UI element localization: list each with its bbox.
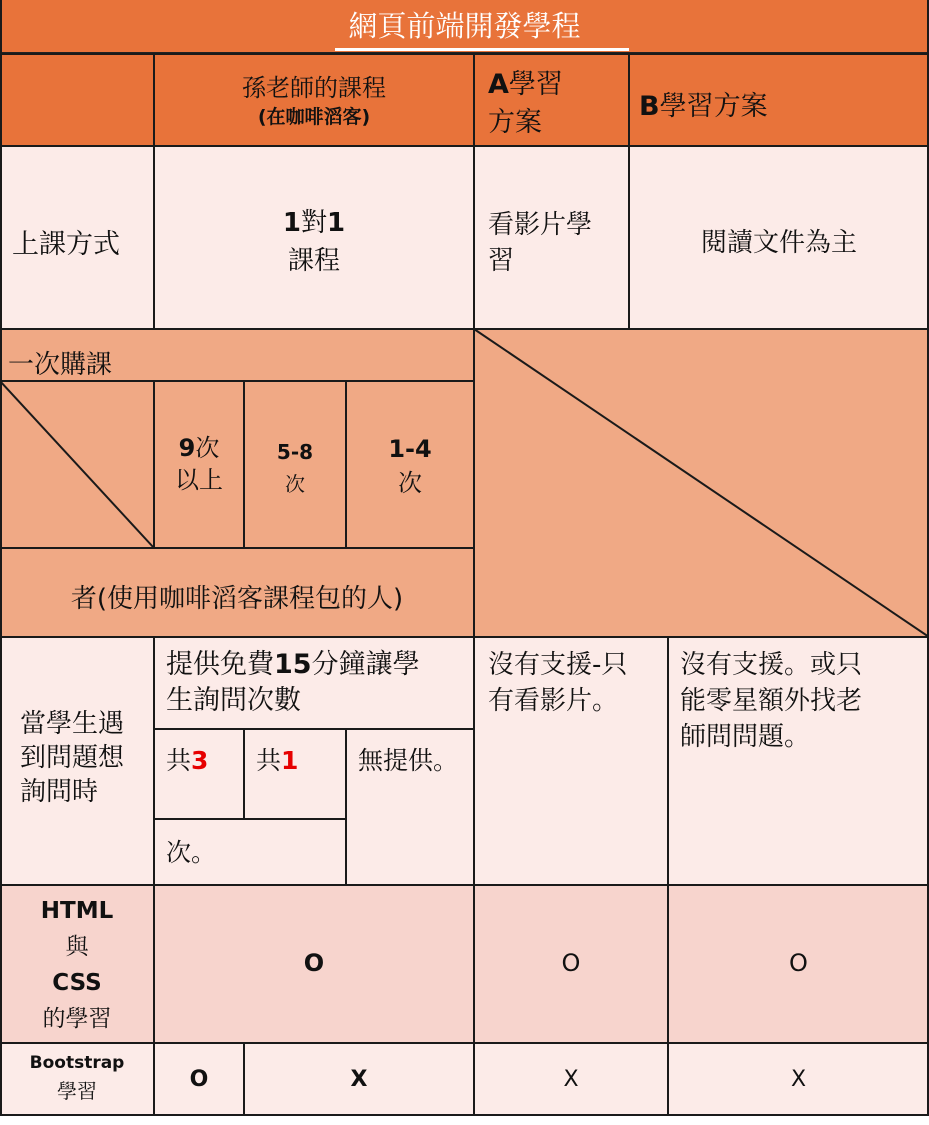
bootstrap-plan-a-mark: X <box>563 1067 579 1092</box>
plan-a-teaching-1: 看影片學 <box>488 210 593 240</box>
teaching-label: 上課方式 <box>12 229 120 260</box>
sub3-text: 無提供。 <box>358 746 459 775</box>
plan-a-prefix: A <box>488 69 509 100</box>
plan-b-q-1: 沒有支援。或只 <box>680 650 863 680</box>
col1-unit: 次 <box>195 434 220 462</box>
title-text: 網頁前端開發學程 <box>348 9 581 43</box>
teacher-course-name: 孫老師的課程 <box>242 74 386 102</box>
teacher-ratio-b: 1 <box>327 208 346 238</box>
plan-b-label: 學習方案 <box>659 91 768 122</box>
plan-a-label-1: 學習 <box>508 69 563 100</box>
col3-num: 1-4 <box>388 435 432 463</box>
plan-b-q-2: 能零星額外找老 <box>680 686 863 716</box>
plan-b-teaching: 閱讀文件為主 <box>700 228 857 258</box>
plan-a-q-1: 沒有支援-只 <box>488 650 628 680</box>
htmlcss-plan-a-mark: O <box>561 949 581 977</box>
bootstrap-9plus-mark: O <box>189 1067 209 1092</box>
purchase-label: 一次購課 <box>8 350 113 380</box>
teacher-q-num: 15 <box>274 649 312 680</box>
teacher-ratio-a: 1 <box>282 208 301 238</box>
col2-unit: 次 <box>285 472 305 496</box>
questions-label-2: 到問題想 <box>20 743 125 773</box>
bootstrap-label-2: 學習 <box>57 1079 97 1103</box>
htmlcss-teacher-mark: O <box>303 949 325 977</box>
bootstrap-plan-b-mark: X <box>790 1067 807 1092</box>
teacher-course-sub: (在咖啡滔客) <box>257 106 371 128</box>
htmlcss-label-4: 的學習 <box>42 1006 112 1032</box>
teacher-q-2: 生詢問次數 <box>166 685 301 716</box>
htmlcss-label-2: 與 <box>65 934 89 960</box>
sub2-num: 1 <box>281 746 299 775</box>
sub1-suffix: 次。 <box>166 838 217 867</box>
bootstrap-label-1: Bootstrap <box>29 1053 125 1073</box>
teacher-q-1a: 提供免費 <box>166 649 274 680</box>
htmlcss-plan-b-mark: O <box>789 949 808 977</box>
sub1-num: 3 <box>191 746 209 775</box>
sub1-prefix: 共 <box>166 746 192 775</box>
teacher-ratio-mid: 對 <box>300 208 327 238</box>
teacher-q-1b: 分鐘讓學 <box>311 649 420 680</box>
plan-b-prefix: B <box>639 91 660 122</box>
htmlcss-label-3: CSS <box>52 970 102 996</box>
sub2-prefix: 共 <box>256 746 282 775</box>
plan-a-teaching-2: 習 <box>488 246 515 276</box>
col2-num: 5-8 <box>276 440 314 464</box>
plan-a-label-2: 方案 <box>488 107 542 138</box>
col1-num: 9 <box>178 434 196 462</box>
col3-unit: 次 <box>398 469 422 497</box>
bootstrap-rest-mark: X <box>350 1067 368 1092</box>
col1-line2: 以上 <box>175 466 223 494</box>
htmlcss-label-1: HTML <box>40 898 114 924</box>
questions-label-1: 當學生遇 <box>20 709 125 739</box>
questions-label-3: 詢問時 <box>20 777 99 807</box>
purchase-footer: 者(使用咖啡滔客課程包的人) <box>70 584 404 614</box>
plan-a-q-2: 有看影片。 <box>488 686 619 716</box>
teacher-course-type: 課程 <box>287 246 340 276</box>
plan-b-q-3: 師問問題。 <box>680 722 811 752</box>
